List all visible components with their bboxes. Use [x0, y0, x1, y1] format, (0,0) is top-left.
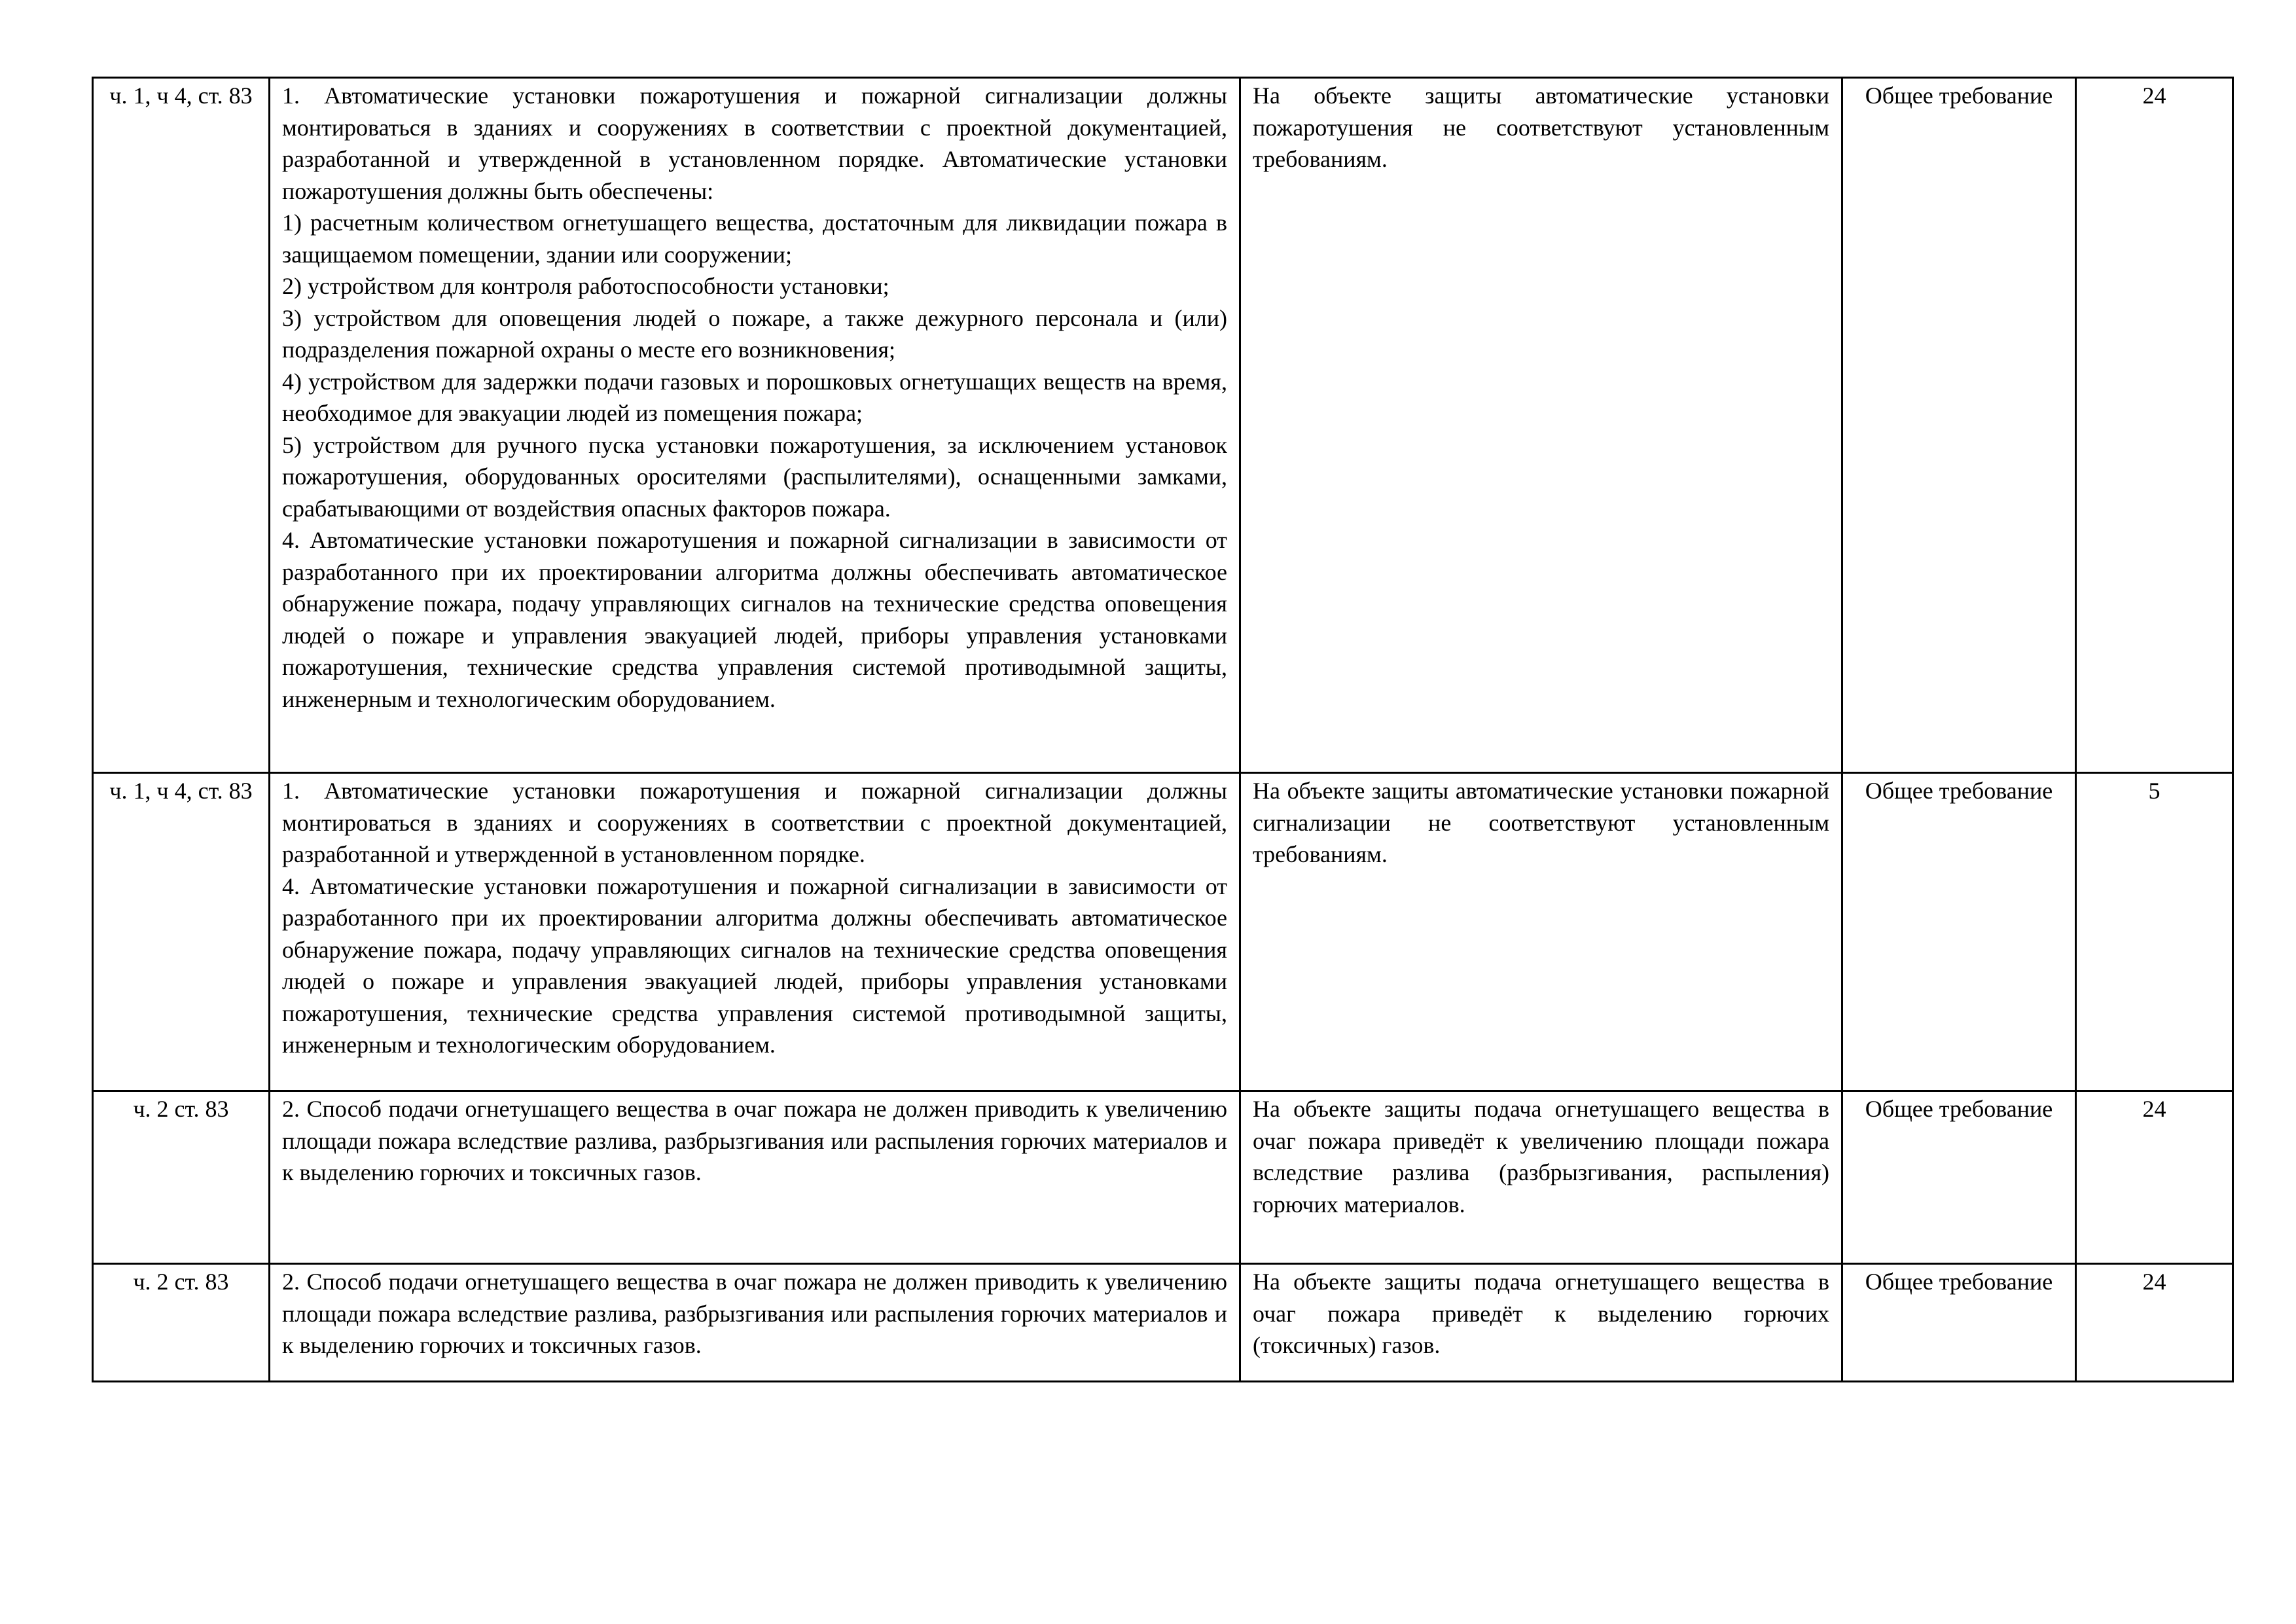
number-cell: 24 [2076, 78, 2233, 773]
requirement-type-cell: Общее требование [1842, 1091, 2076, 1264]
table-row [93, 1091, 2233, 1264]
requirement-type-cell: Общее требование [1842, 773, 2076, 1091]
requirement-cell [270, 773, 1240, 1091]
table-row [93, 1264, 2233, 1382]
requirement-paragraph: 1) расчетным количеством огнетушащего вещества, достаточным для ликвидации пожара в защищаемом помещении, здании или сооружении; [282, 209, 1227, 268]
requirement-type-cell: Общее требование [1842, 78, 2076, 773]
requirement-paragraph: 4) устройством для задержки подачи газовых и порошковых огнетушащих веществ на время, необходимое для эвакуации людей из помещения пожара; [282, 368, 1227, 426]
requirements-table [92, 77, 2234, 1382]
requirement-paragraph: 2. Способ подачи огнетушащего вещества в очаг пожара не должен приводить к увеличению площади пожара вследствие разлива, разбрызгивания или распыления горючих материалов и к выделению горючих и токсичных газов. [282, 1096, 1227, 1185]
requirement-paragraph: 2) устройством для контроля работоспособности установки; [282, 273, 889, 299]
requirement-paragraph: 4. Автоматические установки пожаротушения и пожарной сигнализации в зависимости от разработанного при их проектировании алгоритма должны обеспечивать автоматическое обнаружение пожара, подачу управляющих сигналов на технические средства оповещения людей о пожаре и управления эвакуацией людей, приборы управления установками пожаротушения, технические средства управления системой противодымной защиты, инженерным и технологическим оборудованием. [282, 527, 1227, 712]
article-cell: ч. 1, ч 4, ст. 83 [93, 773, 270, 1091]
violation-cell: На объекте защиты автоматические установки пожарной сигнализации не соответствуют установленным требованиям. [1240, 773, 1842, 1091]
requirement-paragraph: 3) устройством для оповещения людей о пожаре, а также дежурного персонала и (или) подразделения пожарной охраны о месте его возникновения; [282, 304, 1227, 363]
article-cell: ч. 2 ст. 83 [93, 1091, 270, 1264]
requirement-paragraph: 2. Способ подачи огнетушащего вещества в очаг пожара не должен приводить к увеличению площади пожара вследствие разлива, разбрызгивания или распыления горючих материалов и к выделению горючих и токсичных газов. [282, 1269, 1227, 1358]
requirement-type-cell: Общее требование [1842, 1264, 2076, 1382]
number-cell: 24 [2076, 1091, 2233, 1264]
article-cell: ч. 2 ст. 83 [93, 1264, 270, 1382]
number-cell: 5 [2076, 773, 2233, 1091]
violation-cell: На объекте защиты подача огнетушащего вещества в очаг пожара приведёт к увеличению площади пожара вследствие разлива (разбрызгивания, распыления) горючих материалов. [1240, 1091, 1842, 1264]
requirement-cell [270, 1091, 1240, 1264]
requirement-cell [270, 1264, 1240, 1382]
table-row [93, 773, 2233, 1091]
violation-cell: На объекте защиты подача огнетушащего вещества в очаг пожара приведёт к выделению горючих (токсичных) газов. [1240, 1264, 1842, 1382]
requirement-paragraph: 4. Автоматические установки пожаротушения и пожарной сигнализации в зависимости от разработанного при их проектировании алгоритма должны обеспечивать автоматическое обнаружение пожара, подачу управляющих сигналов на технические средства оповещения людей о пожаре и управления эвакуацией людей, приборы управления установками пожаротушения, технические средства управления системой противодымной защиты, инженерным и технологическим оборудованием. [282, 873, 1227, 1058]
table-row [93, 78, 2233, 773]
number-cell: 24 [2076, 1264, 2233, 1382]
article-cell: ч. 1, ч 4, ст. 83 [93, 78, 270, 773]
requirement-cell [270, 78, 1240, 773]
requirement-paragraph: 5) устройством для ручного пуска установки пожаротушения, за исключением установок пожаротушения, оборудованных оросителями (распылителями), оснащенными замками, срабатывающими от воздействия опасных факторов пожара. [282, 431, 1227, 522]
requirement-paragraph: 1. Автоматические установки пожаротушения и пожарной сигнализации должны монтироваться в зданиях и сооружениях в соответствии с проектной документацией, разработанной и утвержденной в установленном порядке. [282, 778, 1227, 867]
requirement-paragraph: 1. Автоматические установки пожаротушения и пожарной сигнализации должны монтироваться в зданиях и сооружениях в соответствии с проектной документацией, разработанной и утвержденной в установленном порядке. Автоматические установки пожаротушения должны быть обеспечены: [282, 82, 1227, 204]
violation-cell: На объекте защиты автоматические установки пожаротушения не соответствуют установленным требованиям. [1240, 78, 1842, 773]
